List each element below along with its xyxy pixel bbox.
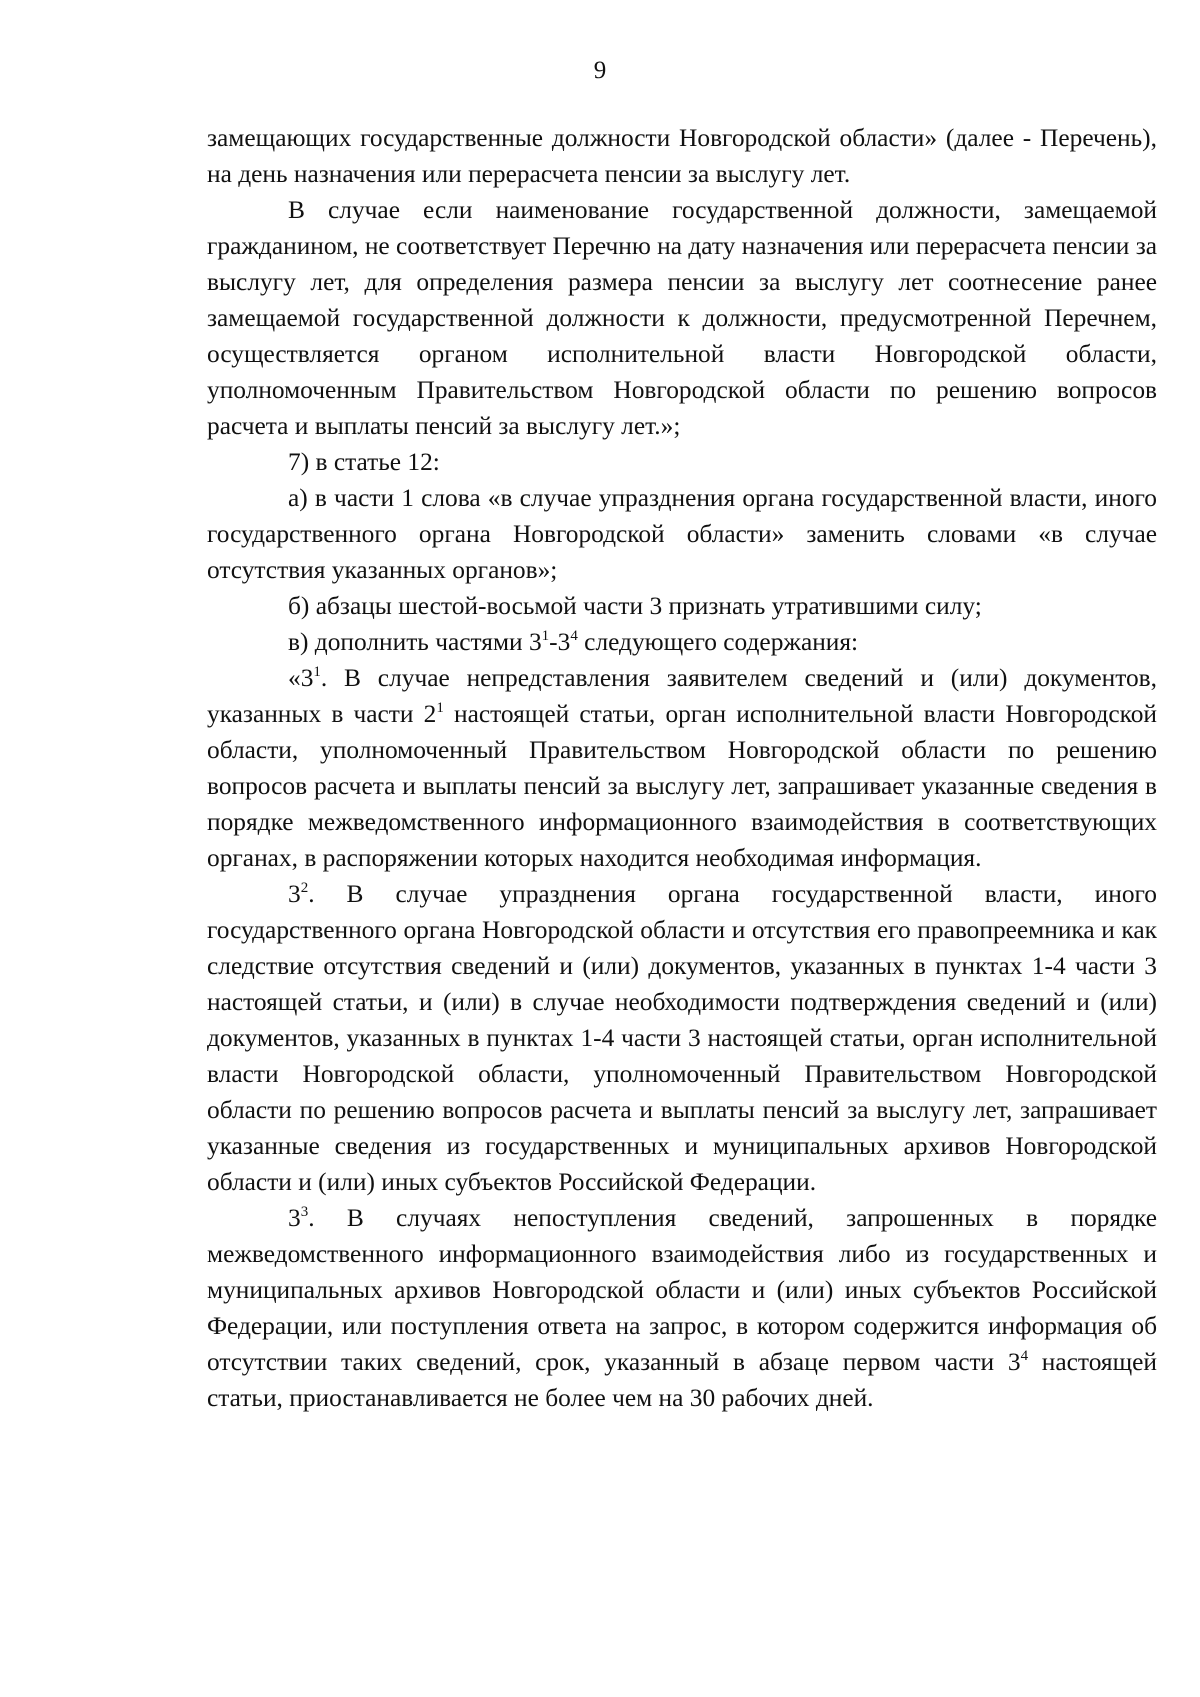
superscript: 2	[300, 880, 309, 896]
superscript: 3	[300, 1204, 309, 1220]
text-run: настоящей статьи, приостанавливается не более чем на 30 рабочих дней.	[207, 1348, 1157, 1412]
document-body	[207, 120, 1157, 1416]
text-run: замещающих государственные должности Новгородской области» (далее - Перечень), на день назначения или перерасчета пенсии за выслугу лет.	[207, 124, 1157, 188]
superscript: 1	[436, 700, 444, 716]
text-run: 7) в статье 12:	[288, 448, 440, 476]
paragraph-p3	[207, 444, 1157, 480]
paragraph-p7	[207, 660, 1157, 876]
text-run: следующего содержания:	[577, 628, 859, 656]
text-run: В случае если наименование государственной должности, замещаемой гражданином, не соответствует Перечню на дату назначения или перерасчета пенсии за выслугу лет, для определения размера пенсии за выслугу лет соотнесение ранее замещаемой государственной должности к должности, предусмотренной Перечнем, осуществляется органом исполнительной власти Новгородской области, уполномоченным Правительством Новгородской области по решению вопросов расчета и выплаты пенсий за выслугу лет.»;	[207, 196, 1158, 440]
paragraph-p8	[207, 876, 1157, 1200]
text-run: 3	[288, 880, 301, 908]
superscript: 1	[313, 664, 321, 680]
superscript: 4	[1020, 1348, 1029, 1364]
page-number: 9	[593, 57, 607, 84]
text-run: а) в части 1 слова «в случае упразднения органа государственной власти, иного государственного органа Новгородской области» заменить словами «в случае отсутствия указанных органов»;	[207, 484, 1157, 584]
text-run: . В случае непредставления заявителем сведений и (или) документов, указанных в части 2	[207, 664, 1157, 728]
superscript: 1	[541, 628, 550, 644]
text-run: 3	[288, 1204, 301, 1232]
text-run: . В случаях непоступления сведений, запрошенных в порядке межведомственного информационного взаимодействия либо из государственных и муниципальных архивов Новгородской области и (или) иных субъектов Российской Федерации, или поступления ответа на запрос, в котором содержится информация об отсутствии таких сведений, срок, указанный в абзаце первом части 3	[207, 1204, 1157, 1376]
paragraph-p6	[207, 624, 1157, 660]
paragraph-p2	[207, 192, 1157, 444]
paragraph-p1	[207, 120, 1157, 192]
superscript: 4	[570, 628, 578, 644]
text-run: в) дополнить частями 3	[288, 628, 542, 656]
text-run: -3	[549, 628, 571, 656]
text-run: настоящей статьи, орган исполнительной власти Новгородской области, уполномоченный Правительством Новгородской области по решению вопросов расчета и выплаты пенсий за выслугу лет, запрашивает указанные сведения в порядке межведомственного информационного взаимодействия в соответствующих органах, в распоряжении которых находится необходимая информация.	[207, 700, 1157, 872]
paragraph-p4	[207, 480, 1157, 588]
text-run: . В случае упразднения органа государственной власти, иного государственного органа Новгородской области и отсутствия его правопреемника и как следствие отсутствия сведений и (или) документов, указанных в пунктах 1-4 части 3 настоящей статьи, и (или) в случае необходимости подтверждения сведений и (или) документов, указанных в пунктах 1-4 части 3 настоящей статьи, орган исполнительной власти Новгородской области, уполномоченный Правительством Новгородской области по решению вопросов расчета и выплаты пенсий за выслугу лет, запрашивает указанные сведения из государственных и муниципальных архивов Новгородской области и (или) иных субъектов Российской Федерации.	[207, 880, 1157, 1196]
paragraph-p5	[207, 588, 1157, 624]
text-run: б) абзацы шестой-восьмой части 3 признать утратившими силу;	[288, 592, 982, 620]
text-run: «3	[288, 664, 314, 692]
paragraph-p9	[207, 1200, 1157, 1416]
